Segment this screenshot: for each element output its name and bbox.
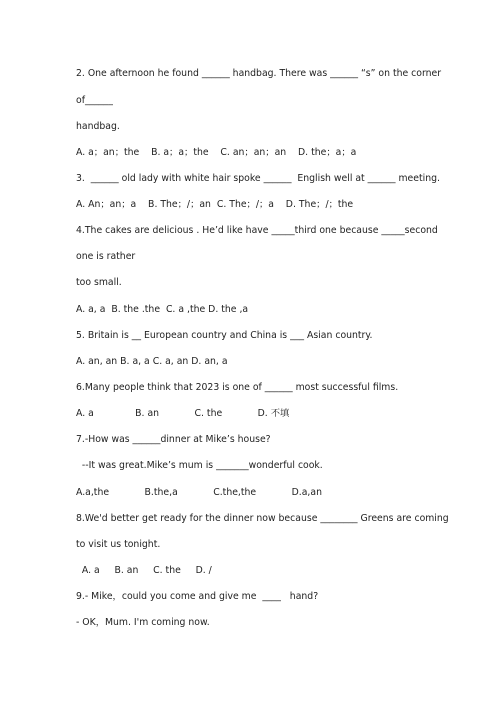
question-2-line: 2. One afternoon he found ______ handbag. There was ______ “s” on the corner: [76, 68, 442, 79]
question-8-line: to visit us tonight.: [76, 539, 161, 550]
question-4-options: A. a, a B. the .the C. a ,the D. the ,a: [76, 304, 249, 315]
question-4-line: 4.The cakes are delicious . He’d like have _____third one because _____second: [76, 225, 438, 236]
question-8-line: 8.We'd better get ready for the dinner now because ________ Greens are coming: [76, 513, 449, 524]
question-8-options: A. a B. an C. the D. /: [76, 565, 212, 576]
question-3-line: 3. ______ old lady with white hair spoke ______ English well at ______ meeting.: [76, 173, 440, 184]
question-6-line: 6.Many people think that 2023 is one of ______ most successful films.: [76, 382, 399, 393]
question-5-line: 5. Britain is __ European country and China is ___ Asian country.: [76, 330, 373, 341]
question-5-options: A. an, an B. a, a C. a, an D. an, a: [76, 356, 228, 367]
question-7-options: A.a,the B.the,a C.the,the D.a,an: [76, 487, 322, 498]
question-3-options: A. An；an；a B. The；/；an C. The；/；a D. The；/；the: [76, 199, 354, 210]
question-4-line: one is rather: [76, 251, 136, 262]
question-9-line: - OK，Mum. I'm coming now.: [76, 617, 210, 628]
question-7-line: --It was great.Mike’s mum is _______wonderful cook.: [76, 460, 323, 471]
question-2-line: handbag.: [76, 121, 120, 132]
question-9-line: 9.- Mike，could you come and give me ____ hand?: [76, 591, 319, 602]
question-4-line: too small.: [76, 277, 122, 288]
question-7-line: 7.-How was ______dinner at Mike’s house?: [76, 434, 271, 445]
question-2-line: of______: [76, 95, 113, 106]
question-6-options: A. a B. an C. the D. 不填: [76, 408, 290, 419]
question-2-options: A. a；an；the B. a；a；the C. an；an；an D. the；a；a: [76, 147, 357, 158]
